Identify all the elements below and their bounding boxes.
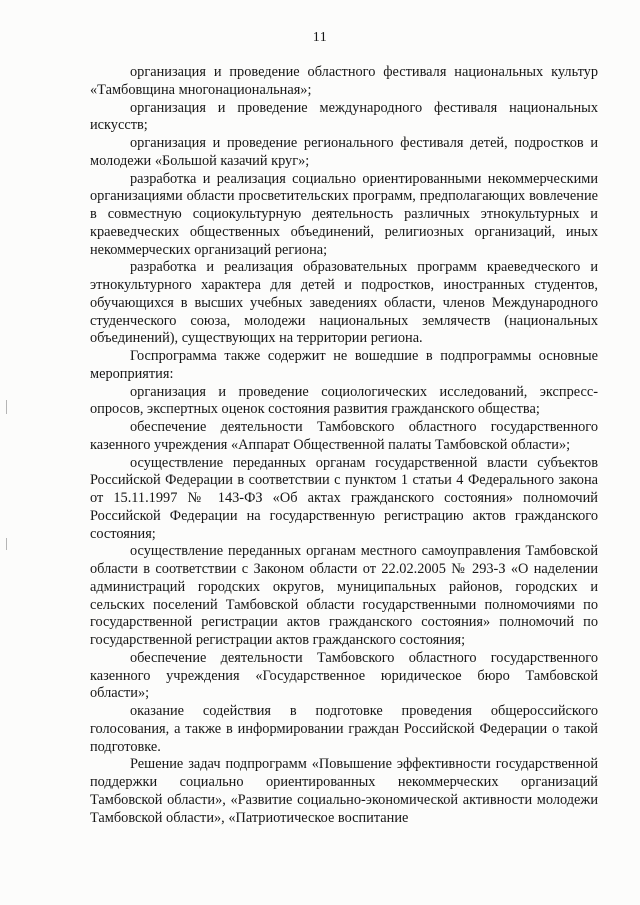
paragraph: организация и проведение регионального фестиваля детей, подростков и молодежи «Большой казачий круг»; [90, 135, 598, 169]
paragraph: организация и проведение социологических исследований, экспресс-опросов, экспертных оценок состояния развития гражданского общества; [90, 383, 598, 418]
paragraph: осуществление переданных органам местного самоуправления Тамбовской области в соответствии с Законом области от 22.02.2005 № 293-З «О наделении администраций городских округов, муниципальных районов, городских и сельских поселений Тамбовской области государственными полномочиями по государственной регистрации актов гражданского состояния» полномочий по государственной регистрации актов гражданского состояния; [90, 543, 598, 648]
paragraph: организация и проведение областного фестиваля национальных культур «Тамбовщина многонациональная»; [90, 64, 598, 98]
page-number: 11 [312, 30, 328, 45]
paragraph: оказание содействия в подготовке проведения общероссийского голосования, а также в информировании граждан Российской Федерации о такой подготовке. [90, 703, 598, 755]
paragraph: Госпрограмма также содержит не вошедшие в подпрограммы основные мероприятия: [90, 348, 598, 382]
paragraph: осуществление переданных органам государственной власти субъектов Российской Федерации в соответствии с пунктом 1 статьи 4 Федерального закона от 15.11.1997 № 143-ФЗ «Об актах гражданского состояния» полномочий Российской Федерации на государственную регистрацию актов гражданского состояния; [90, 454, 598, 542]
paragraph: разработка и реализация образовательных программ краеведческого и этнокультурного характера для детей и подростков, иностранных студентов, обучающихся в высших учебных заведениях области, членов Международного студенческого союза, молодежи национальных землячеств (национальных объединений), существующих на территории региона. [90, 259, 598, 347]
paragraph: Решение задач подпрограмм «Повышение эффективности государственной поддержки социально ориентированных некоммерческих организаций Тамбовской области», «Развитие социально-экономической активности молодежи Тамбовской области», «Патриотическое воспитание [90, 756, 598, 826]
margin-mark [6, 538, 7, 550]
paragraph: разработка и реализация социально ориентированными некоммерческими организациями области просветительских программ, предполагающих вовлечение в совместную социокультурную деятельность различных этнокультурных и краеведческих общественных объединений, религиозных организаций, иных некоммерческих организаций региона; [90, 170, 598, 258]
paragraph: обеспечение деятельности Тамбовского областного государственного казенного учреждения «Аппарат Общественной палаты Тамбовской области»; [90, 419, 598, 453]
margin-mark [6, 400, 7, 414]
paragraph: организация и проведение международного фестиваля национальных искусств; [90, 99, 598, 134]
document-body [90, 64, 598, 827]
paragraph: обеспечение деятельности Тамбовского областного государственного казенного учреждения «Государственное юридическое бюро Тамбовской области»; [90, 649, 598, 702]
